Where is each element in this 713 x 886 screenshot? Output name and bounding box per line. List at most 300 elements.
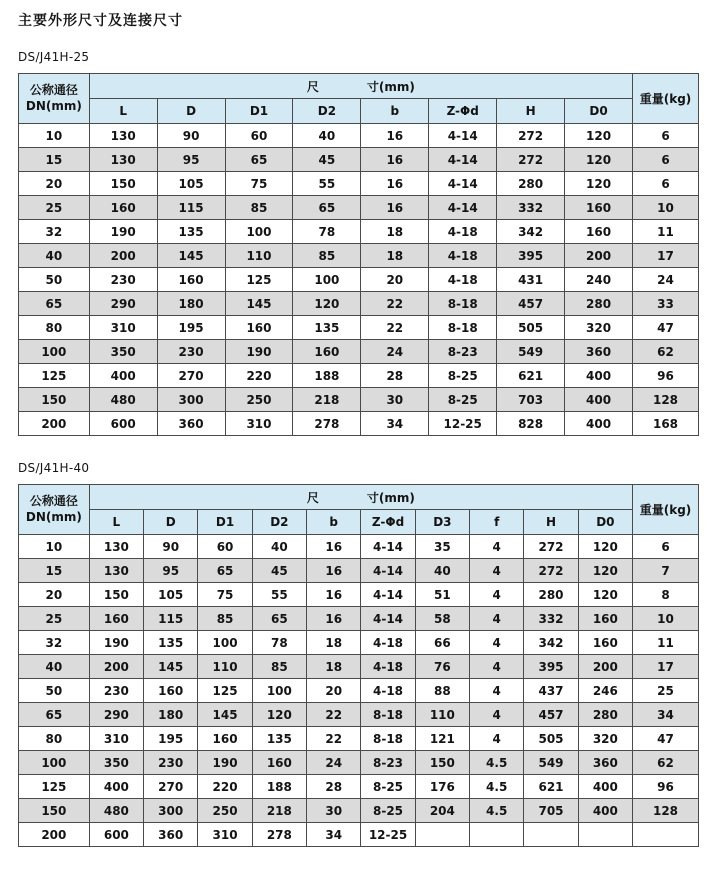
table-row xyxy=(19,535,699,559)
data-cell: 360 xyxy=(565,340,633,364)
column-header-cell: D1 xyxy=(225,99,293,124)
data-cell: 78 xyxy=(293,220,361,244)
column-header-cell: D0 xyxy=(565,99,633,124)
data-cell: 75 xyxy=(198,583,252,607)
data-cell: 145 xyxy=(198,703,252,727)
data-cell: 8 xyxy=(633,583,699,607)
dn-header-cell xyxy=(19,74,90,124)
data-cell: 65 xyxy=(19,703,90,727)
data-cell: 28 xyxy=(307,775,361,799)
data-cell: 280 xyxy=(524,583,578,607)
table-row xyxy=(19,172,699,196)
data-cell: 130 xyxy=(89,559,143,583)
data-cell: 4.5 xyxy=(470,775,524,799)
data-cell: 272 xyxy=(497,124,565,148)
data-cell xyxy=(578,823,632,847)
data-cell: 360 xyxy=(157,412,225,436)
data-cell: 4-14 xyxy=(429,172,497,196)
data-cell: 150 xyxy=(89,583,143,607)
data-cell: 62 xyxy=(633,751,699,775)
data-cell: 125 xyxy=(19,775,90,799)
data-cell: 76 xyxy=(415,655,469,679)
data-cell: 10 xyxy=(19,124,90,148)
data-cell: 230 xyxy=(144,751,198,775)
data-cell: 85 xyxy=(293,244,361,268)
data-cell: 360 xyxy=(578,751,632,775)
data-cell: 395 xyxy=(524,655,578,679)
data-cell: 505 xyxy=(497,316,565,340)
data-cell: 120 xyxy=(252,703,306,727)
column-header-cell: D2 xyxy=(293,99,361,124)
data-cell: 220 xyxy=(198,775,252,799)
data-cell: 85 xyxy=(225,196,293,220)
data-cell: 310 xyxy=(225,412,293,436)
data-cell: 8-25 xyxy=(361,775,415,799)
data-cell: 11 xyxy=(633,631,699,655)
data-cell: 100 xyxy=(293,268,361,292)
spec-table-ds-j41h-40 xyxy=(18,484,699,847)
table-row xyxy=(19,823,699,847)
data-cell: 30 xyxy=(361,388,429,412)
data-cell: 4-18 xyxy=(429,244,497,268)
data-cell: 400 xyxy=(89,364,157,388)
data-cell: 360 xyxy=(144,823,198,847)
data-cell: 4 xyxy=(470,727,524,751)
data-cell: 20 xyxy=(19,583,90,607)
data-cell: 204 xyxy=(415,799,469,823)
data-cell: 120 xyxy=(565,148,633,172)
data-cell: 195 xyxy=(157,316,225,340)
data-cell: 105 xyxy=(157,172,225,196)
column-header-cell: Z-Φd xyxy=(429,99,497,124)
data-cell: 342 xyxy=(524,631,578,655)
data-cell: 160 xyxy=(293,340,361,364)
data-cell: 200 xyxy=(89,244,157,268)
data-cell: 16 xyxy=(307,583,361,607)
data-cell: 180 xyxy=(157,292,225,316)
data-cell: 100 xyxy=(198,631,252,655)
data-cell: 160 xyxy=(578,607,632,631)
data-cell: 4-14 xyxy=(361,583,415,607)
data-cell: 621 xyxy=(524,775,578,799)
data-cell: 4-18 xyxy=(361,655,415,679)
data-cell: 90 xyxy=(157,124,225,148)
data-cell: 51 xyxy=(415,583,469,607)
data-cell: 272 xyxy=(524,559,578,583)
data-cell: 600 xyxy=(89,412,157,436)
table-row xyxy=(19,703,699,727)
data-cell: 505 xyxy=(524,727,578,751)
data-cell: 40 xyxy=(19,244,90,268)
dn-header-line2: DN(mm) xyxy=(25,98,82,113)
data-cell: 125 xyxy=(19,364,90,388)
data-cell: 200 xyxy=(19,823,90,847)
dimension-span-header: 尺 寸(mm) xyxy=(89,485,632,510)
data-cell: 4 xyxy=(470,703,524,727)
data-cell: 218 xyxy=(252,799,306,823)
data-cell: 55 xyxy=(293,172,361,196)
data-cell: 25 xyxy=(19,607,90,631)
data-cell: 20 xyxy=(19,172,90,196)
data-cell: 115 xyxy=(144,607,198,631)
data-cell xyxy=(415,823,469,847)
data-cell: 8-18 xyxy=(429,292,497,316)
data-cell: 400 xyxy=(89,775,143,799)
data-cell: 120 xyxy=(578,559,632,583)
column-header-cell: f xyxy=(470,510,524,535)
data-cell: 4-14 xyxy=(361,607,415,631)
data-cell: 50 xyxy=(19,679,90,703)
data-cell: 125 xyxy=(225,268,293,292)
data-cell: 160 xyxy=(89,607,143,631)
column-header-cell: D xyxy=(144,510,198,535)
data-cell: 100 xyxy=(19,340,90,364)
data-cell: 85 xyxy=(198,607,252,631)
data-cell: 272 xyxy=(524,535,578,559)
data-cell: 125 xyxy=(198,679,252,703)
data-cell: 22 xyxy=(307,703,361,727)
data-cell: 120 xyxy=(565,172,633,196)
data-cell: 47 xyxy=(633,316,699,340)
data-cell: 35 xyxy=(415,535,469,559)
data-cell: 190 xyxy=(89,631,143,655)
table-row xyxy=(19,583,699,607)
data-cell: 135 xyxy=(293,316,361,340)
data-cell: 96 xyxy=(633,364,699,388)
data-cell: 32 xyxy=(19,631,90,655)
data-cell: 80 xyxy=(19,316,90,340)
data-cell: 828 xyxy=(497,412,565,436)
data-cell: 480 xyxy=(89,388,157,412)
data-cell: 145 xyxy=(144,655,198,679)
data-cell: 320 xyxy=(565,316,633,340)
data-cell: 45 xyxy=(293,148,361,172)
data-cell: 88 xyxy=(415,679,469,703)
data-cell: 95 xyxy=(144,559,198,583)
data-cell: 8-23 xyxy=(429,340,497,364)
data-cell: 400 xyxy=(565,364,633,388)
data-cell: 145 xyxy=(225,292,293,316)
data-cell: 332 xyxy=(497,196,565,220)
data-cell: 18 xyxy=(361,244,429,268)
table-row xyxy=(19,148,699,172)
data-cell: 16 xyxy=(361,148,429,172)
table-row xyxy=(19,559,699,583)
data-cell: 705 xyxy=(524,799,578,823)
data-cell: 25 xyxy=(633,679,699,703)
data-cell: 16 xyxy=(361,196,429,220)
data-cell: 400 xyxy=(578,775,632,799)
table-row xyxy=(19,799,699,823)
data-cell: 176 xyxy=(415,775,469,799)
data-cell: 28 xyxy=(361,364,429,388)
data-cell: 12-25 xyxy=(429,412,497,436)
data-cell: 15 xyxy=(19,148,90,172)
column-header-cell: Z-Φd xyxy=(361,510,415,535)
data-cell: 160 xyxy=(565,220,633,244)
data-cell: 4 xyxy=(470,679,524,703)
data-cell: 480 xyxy=(89,799,143,823)
data-cell: 34 xyxy=(361,412,429,436)
column-header-cell: H xyxy=(497,99,565,124)
data-cell: 4-14 xyxy=(429,196,497,220)
data-cell: 320 xyxy=(578,727,632,751)
table-row xyxy=(19,412,699,436)
data-cell: 96 xyxy=(633,775,699,799)
data-cell: 160 xyxy=(89,196,157,220)
data-cell: 270 xyxy=(144,775,198,799)
data-cell: 18 xyxy=(307,631,361,655)
data-cell: 168 xyxy=(633,412,699,436)
page-title: 主要外形尺寸及连接尺寸 xyxy=(18,13,183,29)
table-row xyxy=(19,631,699,655)
data-cell: 8-25 xyxy=(429,364,497,388)
model-label-ds-j41h-25: DS/J41H-25 xyxy=(18,50,90,64)
column-header-cell: H xyxy=(524,510,578,535)
data-cell: 65 xyxy=(293,196,361,220)
spec-table-ds-j41h-25 xyxy=(18,73,699,436)
data-cell: 60 xyxy=(198,535,252,559)
column-header-cell: L xyxy=(89,510,143,535)
table-row xyxy=(19,124,699,148)
data-cell: 6 xyxy=(633,124,699,148)
dimension-span-header: 尺 寸(mm) xyxy=(89,74,632,99)
data-cell: 135 xyxy=(144,631,198,655)
data-cell: 395 xyxy=(497,244,565,268)
model-label-ds-j41h-40: DS/J41H-40 xyxy=(18,461,90,475)
data-cell: 135 xyxy=(157,220,225,244)
data-cell: 47 xyxy=(633,727,699,751)
data-cell: 150 xyxy=(19,799,90,823)
data-cell: 431 xyxy=(497,268,565,292)
data-cell: 40 xyxy=(19,655,90,679)
table-row xyxy=(19,220,699,244)
data-cell: 18 xyxy=(361,220,429,244)
data-cell: 17 xyxy=(633,244,699,268)
data-cell: 6 xyxy=(633,172,699,196)
data-cell: 160 xyxy=(157,268,225,292)
data-cell: 145 xyxy=(157,244,225,268)
dn-header-line1: 公称通径 xyxy=(29,493,78,508)
data-cell: 10 xyxy=(19,535,90,559)
data-cell: 115 xyxy=(157,196,225,220)
data-cell: 45 xyxy=(252,559,306,583)
data-cell: 4.5 xyxy=(470,799,524,823)
data-cell: 40 xyxy=(415,559,469,583)
data-cell: 128 xyxy=(633,799,699,823)
data-cell: 4-14 xyxy=(361,559,415,583)
data-cell: 110 xyxy=(225,244,293,268)
data-cell: 218 xyxy=(293,388,361,412)
data-cell: 549 xyxy=(524,751,578,775)
column-header-cell: b xyxy=(361,99,429,124)
data-cell: 105 xyxy=(144,583,198,607)
table-row xyxy=(19,751,699,775)
dn-header-line2: DN(mm) xyxy=(25,509,82,524)
data-cell: 290 xyxy=(89,703,143,727)
data-cell: 160 xyxy=(198,727,252,751)
data-cell: 150 xyxy=(89,172,157,196)
data-cell: 18 xyxy=(307,655,361,679)
data-cell: 200 xyxy=(19,412,90,436)
data-cell: 342 xyxy=(497,220,565,244)
data-cell: 7 xyxy=(633,559,699,583)
table-row xyxy=(19,316,699,340)
data-cell: 280 xyxy=(578,703,632,727)
data-cell: 200 xyxy=(565,244,633,268)
data-cell: 290 xyxy=(89,292,157,316)
data-cell: 160 xyxy=(225,316,293,340)
data-cell: 128 xyxy=(633,388,699,412)
table-row xyxy=(19,679,699,703)
column-header-cell: D2 xyxy=(252,510,306,535)
data-cell: 310 xyxy=(89,727,143,751)
data-cell xyxy=(470,823,524,847)
data-cell: 100 xyxy=(225,220,293,244)
table-row xyxy=(19,607,699,631)
data-cell: 4 xyxy=(470,559,524,583)
data-cell: 32 xyxy=(19,220,90,244)
data-cell: 4-14 xyxy=(361,535,415,559)
data-cell: 150 xyxy=(19,388,90,412)
column-header-cell: D1 xyxy=(198,510,252,535)
data-cell: 150 xyxy=(415,751,469,775)
data-cell: 16 xyxy=(361,172,429,196)
data-cell: 60 xyxy=(225,124,293,148)
data-cell: 120 xyxy=(578,583,632,607)
data-cell: 200 xyxy=(89,655,143,679)
data-cell: 240 xyxy=(565,268,633,292)
data-cell: 78 xyxy=(252,631,306,655)
data-cell: 66 xyxy=(415,631,469,655)
dn-header-line1: 公称通径 xyxy=(29,82,78,97)
data-cell: 549 xyxy=(497,340,565,364)
data-cell: 135 xyxy=(252,727,306,751)
column-header-cell: b xyxy=(307,510,361,535)
data-cell: 278 xyxy=(252,823,306,847)
data-cell: 4.5 xyxy=(470,751,524,775)
data-cell xyxy=(633,823,699,847)
data-cell: 130 xyxy=(89,124,157,148)
data-cell: 65 xyxy=(19,292,90,316)
data-cell: 310 xyxy=(198,823,252,847)
data-cell: 95 xyxy=(157,148,225,172)
data-cell: 10 xyxy=(633,196,699,220)
data-cell xyxy=(524,823,578,847)
data-cell: 190 xyxy=(198,751,252,775)
data-cell: 160 xyxy=(578,631,632,655)
data-cell: 160 xyxy=(565,196,633,220)
data-cell: 4-18 xyxy=(361,679,415,703)
dn-header-cell xyxy=(19,485,90,535)
data-cell: 22 xyxy=(361,316,429,340)
data-cell: 190 xyxy=(89,220,157,244)
data-cell: 230 xyxy=(89,679,143,703)
data-cell: 190 xyxy=(225,340,293,364)
data-cell: 272 xyxy=(497,148,565,172)
data-cell: 62 xyxy=(633,340,699,364)
data-cell: 11 xyxy=(633,220,699,244)
data-cell: 34 xyxy=(633,703,699,727)
column-header-cell: D xyxy=(157,99,225,124)
data-cell: 4-18 xyxy=(429,268,497,292)
data-cell: 110 xyxy=(415,703,469,727)
data-cell: 278 xyxy=(293,412,361,436)
table-row xyxy=(19,340,699,364)
data-cell: 16 xyxy=(307,559,361,583)
table-row xyxy=(19,196,699,220)
data-cell: 130 xyxy=(89,535,143,559)
data-cell: 24 xyxy=(361,340,429,364)
data-cell: 24 xyxy=(633,268,699,292)
data-cell: 220 xyxy=(225,364,293,388)
data-cell: 75 xyxy=(225,172,293,196)
data-cell: 4-18 xyxy=(429,220,497,244)
data-cell: 4-14 xyxy=(429,148,497,172)
data-cell: 58 xyxy=(415,607,469,631)
data-cell: 280 xyxy=(565,292,633,316)
data-cell: 80 xyxy=(19,727,90,751)
data-cell: 16 xyxy=(307,607,361,631)
data-cell: 400 xyxy=(565,412,633,436)
data-cell: 34 xyxy=(307,823,361,847)
data-cell: 437 xyxy=(524,679,578,703)
data-cell: 8-25 xyxy=(429,388,497,412)
data-cell: 120 xyxy=(578,535,632,559)
data-cell: 30 xyxy=(307,799,361,823)
weight-header-cell: 重量(kg) xyxy=(633,485,699,535)
data-cell: 130 xyxy=(89,148,157,172)
data-cell: 600 xyxy=(89,823,143,847)
data-cell: 33 xyxy=(633,292,699,316)
data-cell: 4 xyxy=(470,583,524,607)
data-cell: 4 xyxy=(470,607,524,631)
data-cell: 8-18 xyxy=(361,703,415,727)
data-cell: 121 xyxy=(415,727,469,751)
data-cell: 332 xyxy=(524,607,578,631)
data-cell: 310 xyxy=(89,316,157,340)
data-cell: 250 xyxy=(225,388,293,412)
data-cell: 8-18 xyxy=(429,316,497,340)
table-row xyxy=(19,292,699,316)
data-cell: 16 xyxy=(307,535,361,559)
data-cell: 8-23 xyxy=(361,751,415,775)
data-cell: 40 xyxy=(252,535,306,559)
data-cell: 270 xyxy=(157,364,225,388)
data-cell: 6 xyxy=(633,535,699,559)
table-row xyxy=(19,388,699,412)
data-cell: 280 xyxy=(497,172,565,196)
data-cell: 100 xyxy=(252,679,306,703)
data-cell: 400 xyxy=(565,388,633,412)
table-row xyxy=(19,775,699,799)
column-header-cell: L xyxy=(89,99,157,124)
data-cell: 15 xyxy=(19,559,90,583)
data-cell: 703 xyxy=(497,388,565,412)
data-cell: 20 xyxy=(307,679,361,703)
data-cell: 180 xyxy=(144,703,198,727)
data-cell: 40 xyxy=(293,124,361,148)
data-cell: 4-14 xyxy=(429,124,497,148)
data-cell: 17 xyxy=(633,655,699,679)
data-cell: 300 xyxy=(144,799,198,823)
data-cell: 65 xyxy=(225,148,293,172)
data-cell: 25 xyxy=(19,196,90,220)
table-row xyxy=(19,244,699,268)
data-cell: 621 xyxy=(497,364,565,388)
data-cell: 110 xyxy=(198,655,252,679)
data-cell: 120 xyxy=(565,124,633,148)
